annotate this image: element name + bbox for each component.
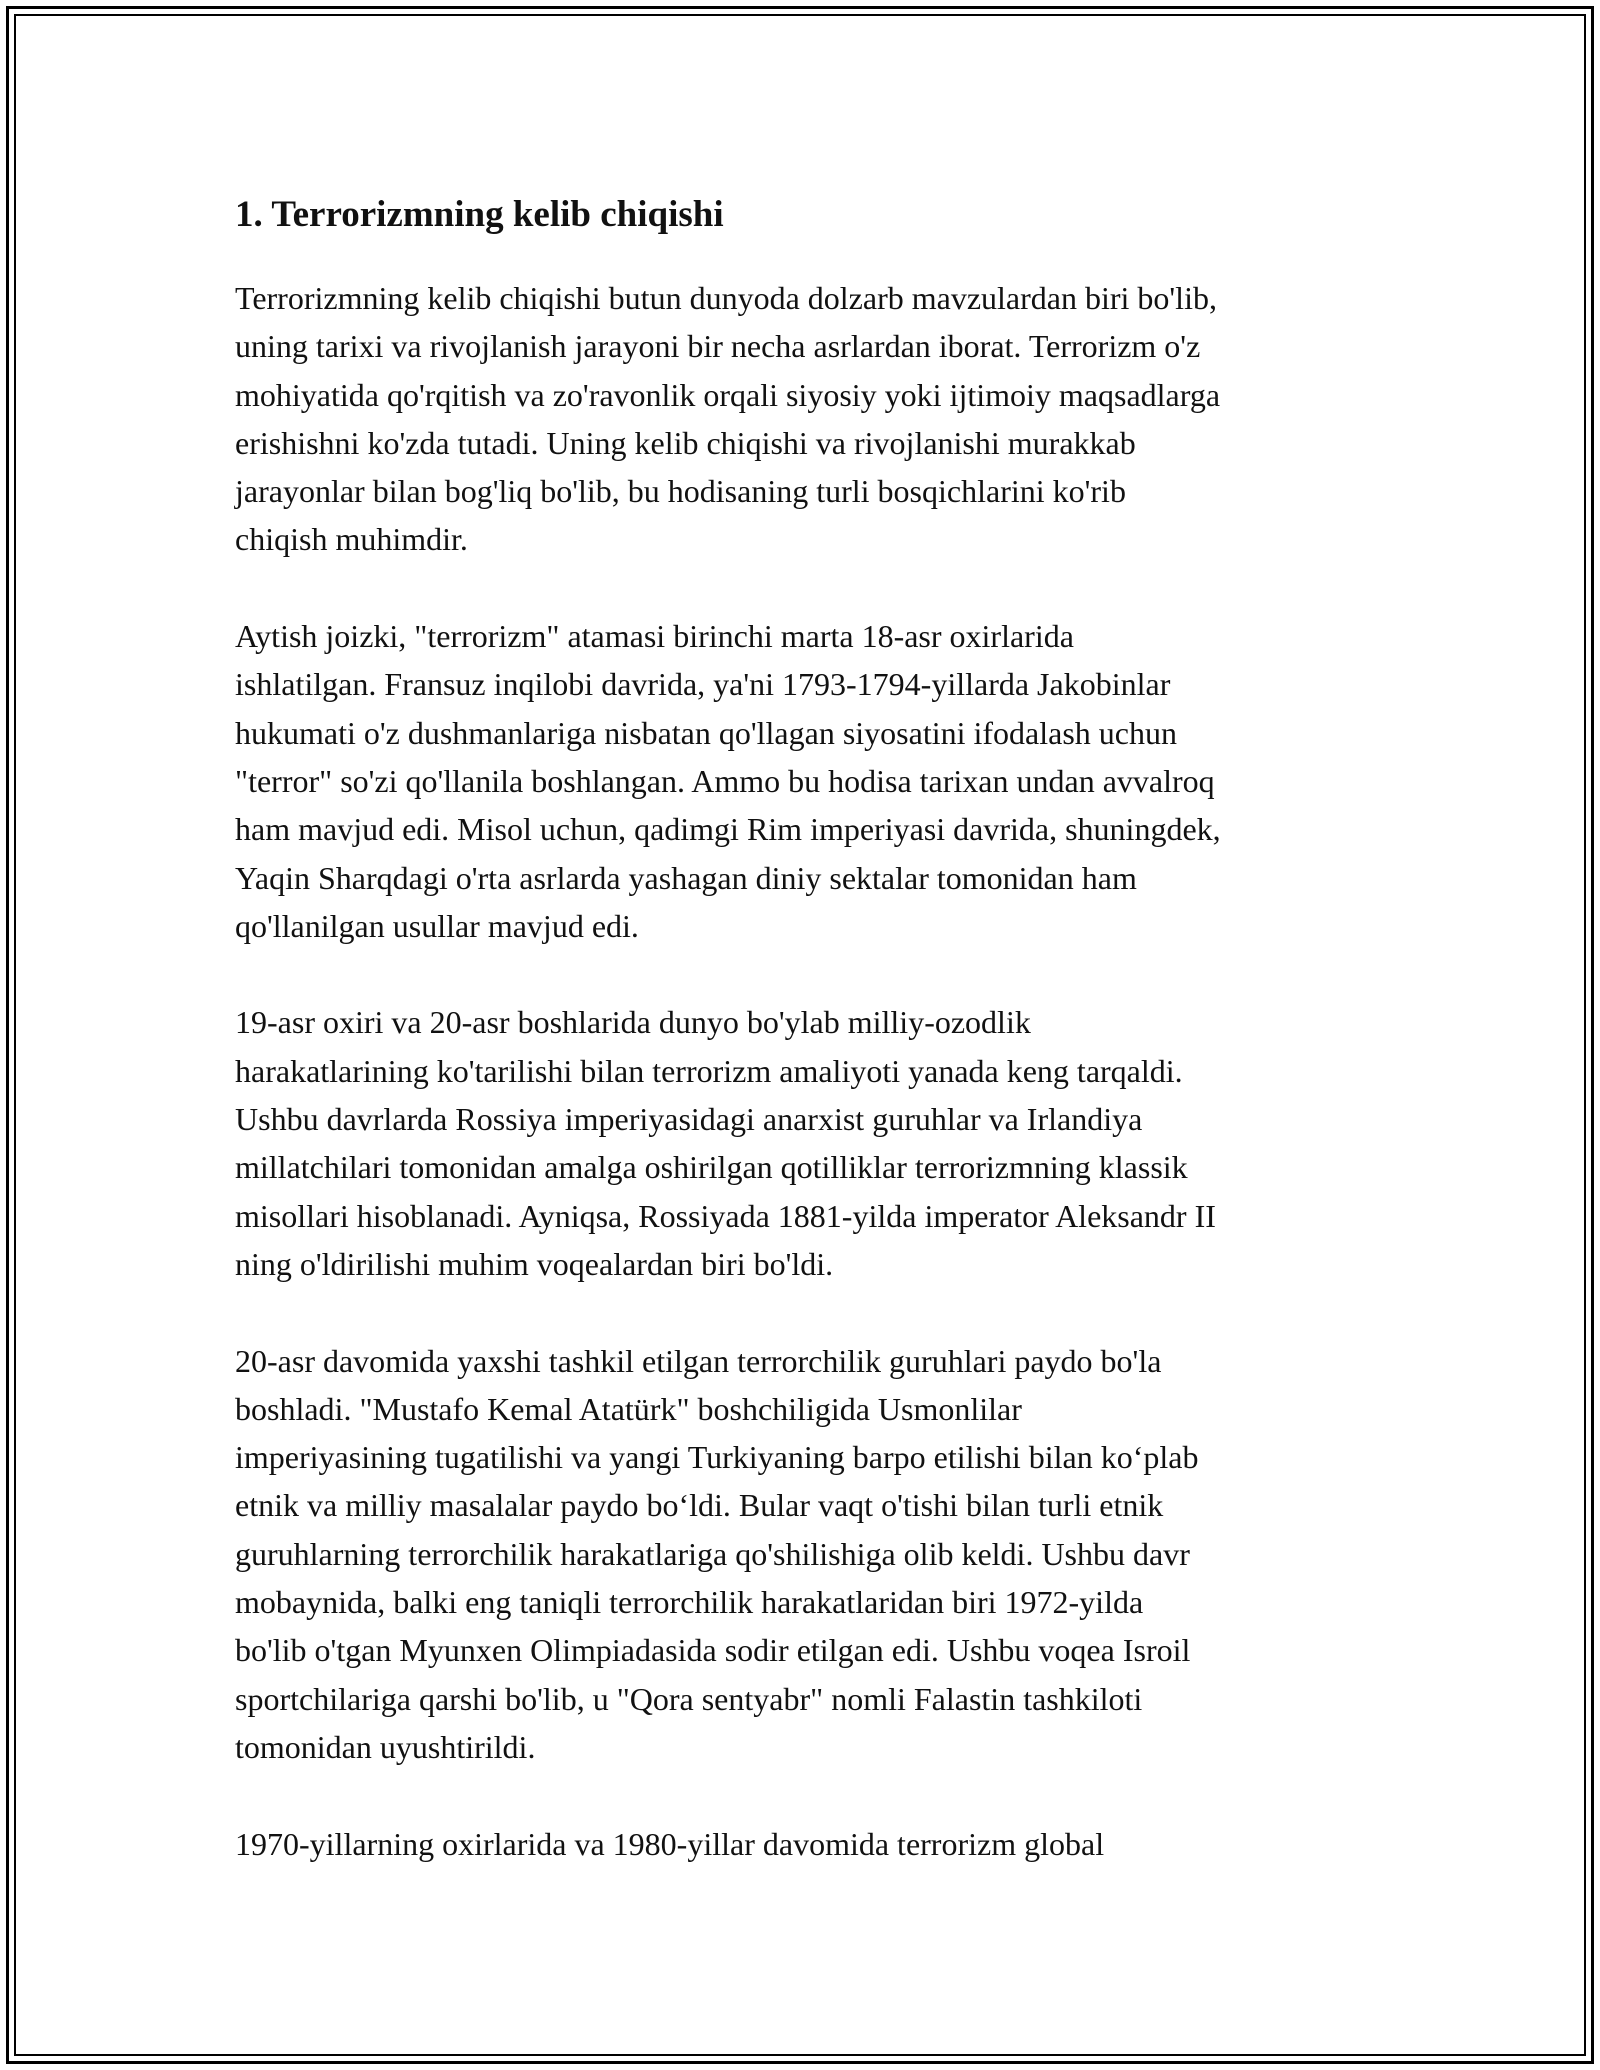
paragraph-1970s [235,1820,1375,1868]
text-line: uning tarixi va rivojlanish jarayoni bir necha asrlardan iborat. Terrorizm o'z [235,328,1201,365]
text-line: "terror" so'zi qo'llanila boshlangan. Ammo bu hodisa tarixan undan avvalroq [235,762,1215,799]
text-line: erishishni ko'zda tutadi. Uning kelib chiqishi va rivojlanishi murakkab [235,424,1136,461]
text-line: etnik va milliy masalalar paydo bo‘ldi. Bular vaqt o'tishi bilan turli etnik [235,1487,1164,1524]
text-line: bo'lib o'tgan Myunxen Olimpiadasida sodir etilgan edi. Ushbu voqea Isroil [235,1632,1191,1669]
paragraph-20th-century [235,1337,1375,1772]
text-line: boshladi. "Mustafo Kemal Atatürk" boshchiligida Usmonlilar [235,1390,1022,1427]
text-line: Yaqin Sharqdagi o'rta asrlarda yashagan diniy sektalar tomonidan ham [235,859,1137,896]
text-line: guruhlarning terrorchilik harakatlariga qo'shilishiga olib keldi. Ushbu davr [235,1535,1190,1572]
text-line: Terrorizmning kelib chiqishi butun dunyoda dolzarb mavzulardan biri bo'lib, [235,280,1217,316]
paragraph-term-history [235,612,1375,950]
text-line: misollari hisoblanadi. Ayniqsa, Rossiyada 1881-yilda imperator Aleksandr II [235,1197,1216,1234]
paragraph-19th-century [235,998,1375,1288]
text-line: sportchilariga qarshi bo'lib, u "Qora sentyabr" nomli Falastin tashkiloti [235,1680,1143,1717]
text-line: 20-asr davomida yaxshi tashkil etilgan terrorchilik guruhlari paydo bo'la [235,1342,1162,1379]
text-line: ham mavjud edi. Misol uchun, qadimgi Rim imperiyasi davrida, shuningdek, [235,811,1221,848]
section-heading: 1. Terrorizmning kelib chiqishi [235,194,724,235]
text-line: qo'llanilgan usullar mavjud edi. [235,907,639,944]
text-line: millatchilari tomonidan amalga oshirilgan qotilliklar terrorizmning klassik [235,1149,1188,1186]
text-line: 1970-yillarning oxirlarida va 1980-yillar davomida terrorizm global [235,1825,1105,1862]
text-line: tomonidan uyushtirildi. [235,1728,536,1765]
text-line: jarayonlar bilan bog'liq bo'lib, bu hodisaning turli bosqichlarini ko'rib [235,473,1126,510]
text-line: harakatlarining ko'tarilishi bilan terrorizm amaliyoti yanada keng tarqaldi. [235,1052,1183,1089]
text-line: Aytish joizki, "terrorizm" atamasi birinchi marta 18-asr oxirlarida [235,618,1074,655]
paragraph-origins [235,274,1375,564]
text-line: ning o'ldirilishi muhim voqealardan biri bo'ldi. [235,1245,834,1282]
text-line: ishlatilgan. Fransuz inqilobi davrida, ya'ni 1793-1794-yillarda Jakobinlar [235,666,1171,703]
text-line: 19-asr oxiri va 20-asr boshlarida dunyo bo'ylab milliy-ozodlik [235,1004,1031,1041]
text-line: Ushbu davrlarda Rossiya imperiyasidagi anarxist guruhlar va Irlandiya [235,1101,1143,1138]
text-line: mobaynida, balki eng taniqli terrorchilik harakatlaridan biri 1972-yilda [235,1584,1144,1621]
text-line: hukumati o'z dushmanlariga nisbatan qo'llagan siyosatini ifodalash uchun [235,714,1177,751]
text-line: mohiyatida qo'rqitish va zo'ravonlik orqali siyosiy yoki ijtimoiy maqsadlarga [235,376,1221,413]
text-line: chiqish muhimdir. [235,521,468,558]
document-body [235,180,1375,1916]
text-line: imperiyasining tugatilishi va yangi Turkiyaning barpo etilishi bilan ko‘plab [235,1439,1199,1476]
